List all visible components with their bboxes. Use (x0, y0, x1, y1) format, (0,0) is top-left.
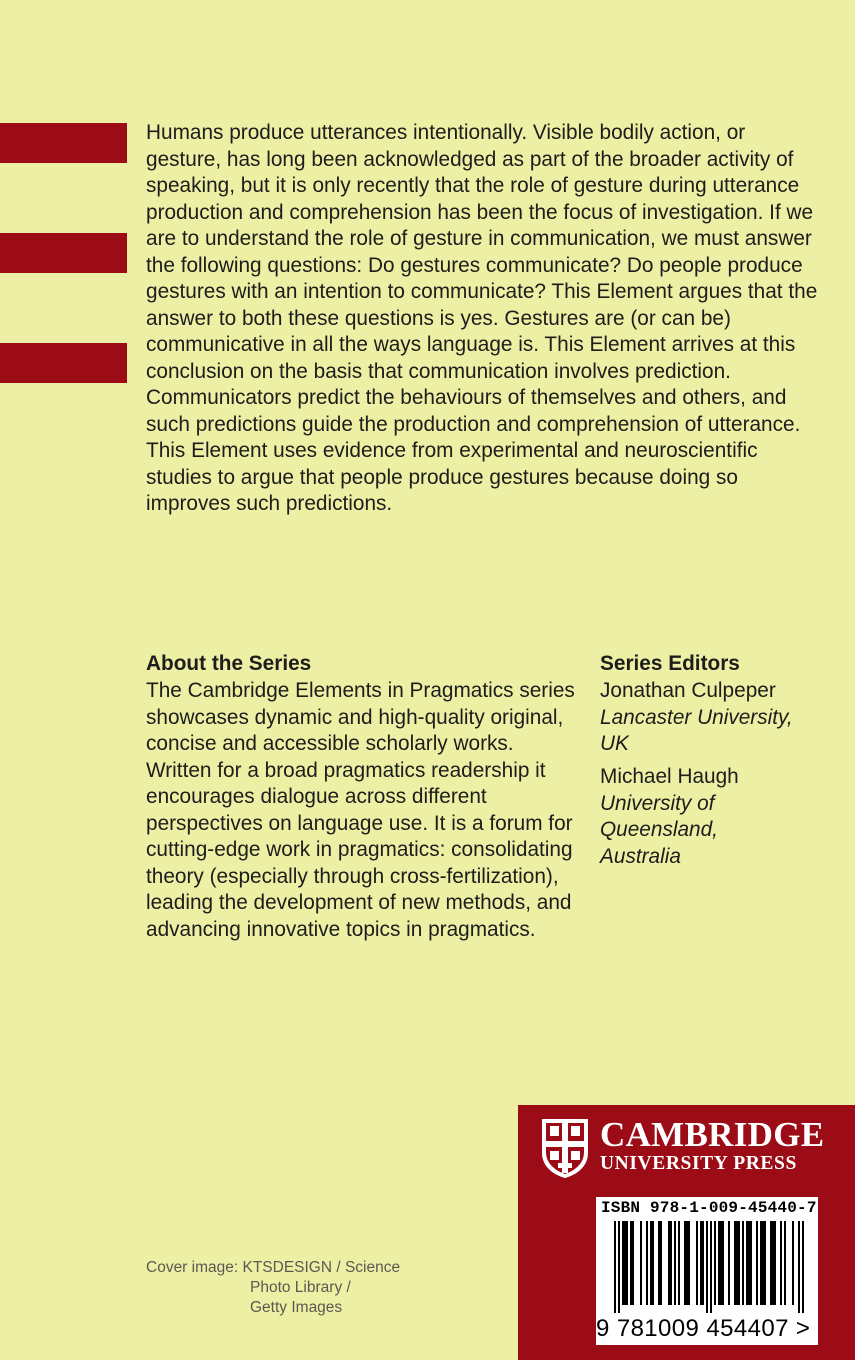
barcode-bar (640, 1221, 642, 1305)
barcode-bar (626, 1221, 628, 1305)
editor-affiliation: University of Queensland, Australia (600, 791, 718, 868)
barcode-bar (734, 1221, 736, 1305)
series-editors-heading: Series Editors (600, 652, 740, 675)
barcode-bar (780, 1221, 782, 1305)
credit-line: Cover image: KTSDESIGN / Science (146, 1259, 401, 1276)
barcode-bar (742, 1221, 744, 1305)
barcode-bar (678, 1221, 680, 1305)
about-series-heading: About the Series (146, 652, 312, 675)
about-series-text: The Cambridge Elements in Pragmatics series showcases dynamic and high-quality original, concise and accessible scholarly works. Written for a broad pragmatics readership it encourages dialogue across different perspectives on language use. It is a forum for cutting-edge work in pragmatics: consolidating theory (especially through cross-fertilization), leading the development of new methods, and advancing innovative topics in pragmatics. (146, 679, 575, 941)
barcode-bar (652, 1221, 654, 1305)
barcode-bar (764, 1221, 766, 1305)
series-editor-1 (600, 678, 800, 758)
editor-name: Michael Haugh (600, 765, 739, 788)
barcode-bar (722, 1221, 724, 1305)
book-description: Humans produce utterances intentionally. Visible bodily action, or gesture, has long been acknowledged as part of the broader activity of speaking, but it is only recently that the role of gesture during utterance production and comprehension has been the focus of investigation. If we are to understand the role of gesture in communication, we must answer the following questions: Do gestures communicate? Do people produce gestures with an intention to communicate? This Element argues that the answer to both these questions is yes. Gestures are (or can be) communicative in all the ways language is. This Element arrives at this conclusion on the basis that communication involves prediction. Communicators predict the behaviours of themselves and others, and such predictions guide the production and comprehension of utterance. This Element uses evidence from experimental and neuroscientific studies to argue that people produce gestures because doing so improves such predictions. (146, 121, 818, 515)
barcode-bar (728, 1221, 730, 1305)
publisher-name-line1: CAMBRIDGE (600, 1115, 825, 1154)
barcode-bar (668, 1221, 670, 1305)
publisher-name (600, 1117, 824, 1175)
barcode-bar (700, 1221, 702, 1305)
barcode-bar (756, 1221, 758, 1305)
editor-affiliation: Lancaster University, UK (600, 705, 793, 755)
editor-name: Jonathan Culpeper (600, 679, 776, 702)
ean-digits: 9 781009 454407 > (596, 1315, 811, 1342)
barcode-bar (688, 1221, 690, 1305)
isbn-label: ISBN 978-1-009-45440-7 (601, 1199, 817, 1217)
barcode-bar (718, 1221, 720, 1305)
barcode-bar (774, 1221, 776, 1305)
barcode-bar (798, 1221, 800, 1313)
barcode-bar (624, 1221, 626, 1305)
barcode-bar (684, 1221, 686, 1305)
barcode-bar (784, 1221, 786, 1305)
barcode-bar (770, 1221, 772, 1305)
barcode-bar (714, 1221, 716, 1305)
barcode-bar (762, 1221, 764, 1305)
barcode-bar (706, 1221, 708, 1313)
publisher-name-line2: UNIVERSITY PRESS (600, 1153, 797, 1174)
credit-line: Getty Images (250, 1299, 343, 1316)
barcode-bar (760, 1221, 762, 1305)
barcode-bar (696, 1221, 698, 1305)
barcode-bar (748, 1221, 750, 1305)
barcode-bar (660, 1221, 662, 1305)
barcode-bar (622, 1221, 624, 1305)
cover-image-credit (146, 1258, 446, 1318)
accent-bar-middle (0, 233, 127, 273)
barcode-bar (720, 1221, 722, 1305)
barcode-bar (670, 1221, 672, 1305)
barcode-bar (674, 1221, 676, 1305)
barcode-bar (618, 1221, 620, 1313)
barcode-bar (686, 1221, 688, 1305)
barcode-icon (600, 1221, 814, 1313)
barcode-bar (750, 1221, 752, 1305)
accent-bar-bottom (0, 343, 127, 383)
series-editor-2 (600, 764, 800, 870)
barcode-bar (710, 1221, 712, 1313)
barcode-bar (632, 1221, 634, 1305)
barcode-bar (772, 1221, 774, 1305)
barcode-bar (736, 1221, 738, 1305)
accent-bar-top (0, 123, 127, 163)
cambridge-crest-icon (540, 1117, 590, 1179)
barcode-bar (738, 1221, 740, 1305)
barcode-bar (658, 1221, 660, 1305)
barcode-bar (646, 1221, 648, 1305)
barcode-bar (702, 1221, 704, 1305)
barcode-bar (746, 1221, 748, 1305)
credit-line: Photo Library / (250, 1279, 351, 1296)
barcode-bar (802, 1221, 804, 1313)
barcode-bar (792, 1221, 794, 1305)
publisher-panel (518, 1105, 855, 1360)
barcode-bar (630, 1221, 632, 1305)
isbn-barcode-block (596, 1197, 818, 1345)
barcode-bar (614, 1221, 616, 1313)
barcode-bar (650, 1221, 652, 1305)
